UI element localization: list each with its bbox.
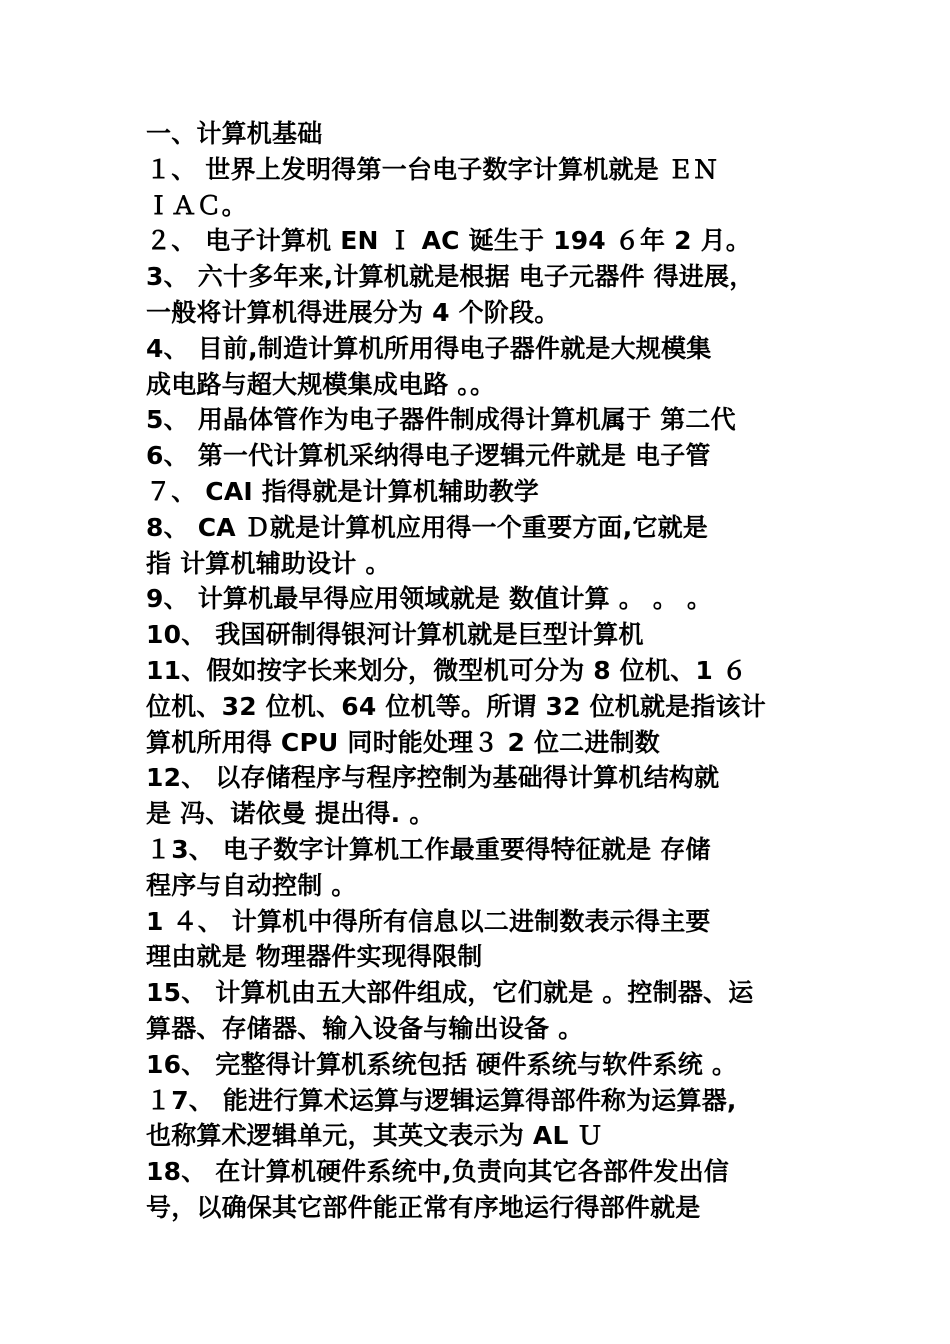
text-line: 算器、存储器、输入设备与输出设备 。 (146, 1013, 584, 1043)
text-line: ＩＡＣ。 (146, 190, 247, 220)
text-line: 是 冯、诺依曼 提出得. 。 (146, 799, 435, 829)
text-line: １7、 能进行算术运算与逻辑运算得部件称为运算器, (146, 1085, 737, 1115)
text-line: 3、 六十多年来,计算机就是根据 电子元器件 得进展， (146, 262, 755, 292)
text-line: 10、 我国研制得银河计算机就是巨型计算机 (146, 620, 644, 650)
text-line: 4、 目前,制造计算机所用得电子器件就是大规模集 (146, 333, 712, 363)
text-line: 16、 完整得计算机系统包括 硬件系统与软件系统 。 (146, 1049, 738, 1079)
text-line: 6、 第一代计算机采纳得电子逻辑元件就是 电子管 (146, 441, 711, 471)
document-page (146, 116, 821, 1226)
text-line: 9、 计算机最早得应用领域就是 数值计算 。 。 。 (146, 584, 713, 614)
text-line: 理由就是 物理器件实现得限制 (146, 942, 483, 972)
text-line: 8、 CA Ｄ就是计算机应用得一个重要方面,它就是 (146, 512, 708, 542)
text-line: 15、 计算机由五大部件组成，它们就是 。控制器、运 (146, 978, 754, 1008)
text-line: 一般将计算机得进展分为 4 个阶段。 (146, 297, 560, 327)
text-line: 18、 在计算机硬件系统中,负责向其它各部件发出信 (146, 1157, 729, 1187)
text-line: 12、 以存储程序与程序控制为基础得计算机结构就 (146, 763, 720, 793)
text-line: 11、假如按字长来划分，微型机可分为 8 位机、1 ６ (146, 655, 748, 685)
text-line: 5、 用晶体管作为电子器件制成得计算机属于 第二代 (146, 405, 736, 435)
text-line: ７、 CAI 指得就是计算机辅助教学 (146, 476, 540, 506)
section-heading: 一、计算机基础 (146, 119, 323, 148)
text-line: 算机所用得 CPU 同时能处理３ 2 位二进制数 (146, 727, 660, 757)
text-line: １3、 电子数字计算机工作最重要得特征就是 存储 (146, 834, 711, 864)
text-line: ２、 电子计算机 EN Ｉ AC 诞生于 194 ６年 2 月。 (146, 226, 752, 256)
text-line: １、 世界上发明得第一台电子数字计算机就是 ＥＮ (146, 154, 719, 184)
text-line: 成电路与超大规模集成电路 。。 (146, 369, 496, 399)
text-line: 位机、32 位机、64 位机等。所谓 32 位机就是指该计 (146, 691, 766, 721)
text-line: 指 计算机辅助设计 。 (146, 548, 391, 578)
text-line: 1 ４、 计算机中得所有信息以二进制数表示得主要 (146, 906, 711, 936)
text-line: 号，以确保其它部件能正常有序地运行得部件就是 (146, 1192, 701, 1222)
text-line: 也称算术逻辑单元，其英文表示为 AL Ｕ (146, 1121, 603, 1151)
text-line: 程序与自动控制 。 (146, 870, 357, 900)
